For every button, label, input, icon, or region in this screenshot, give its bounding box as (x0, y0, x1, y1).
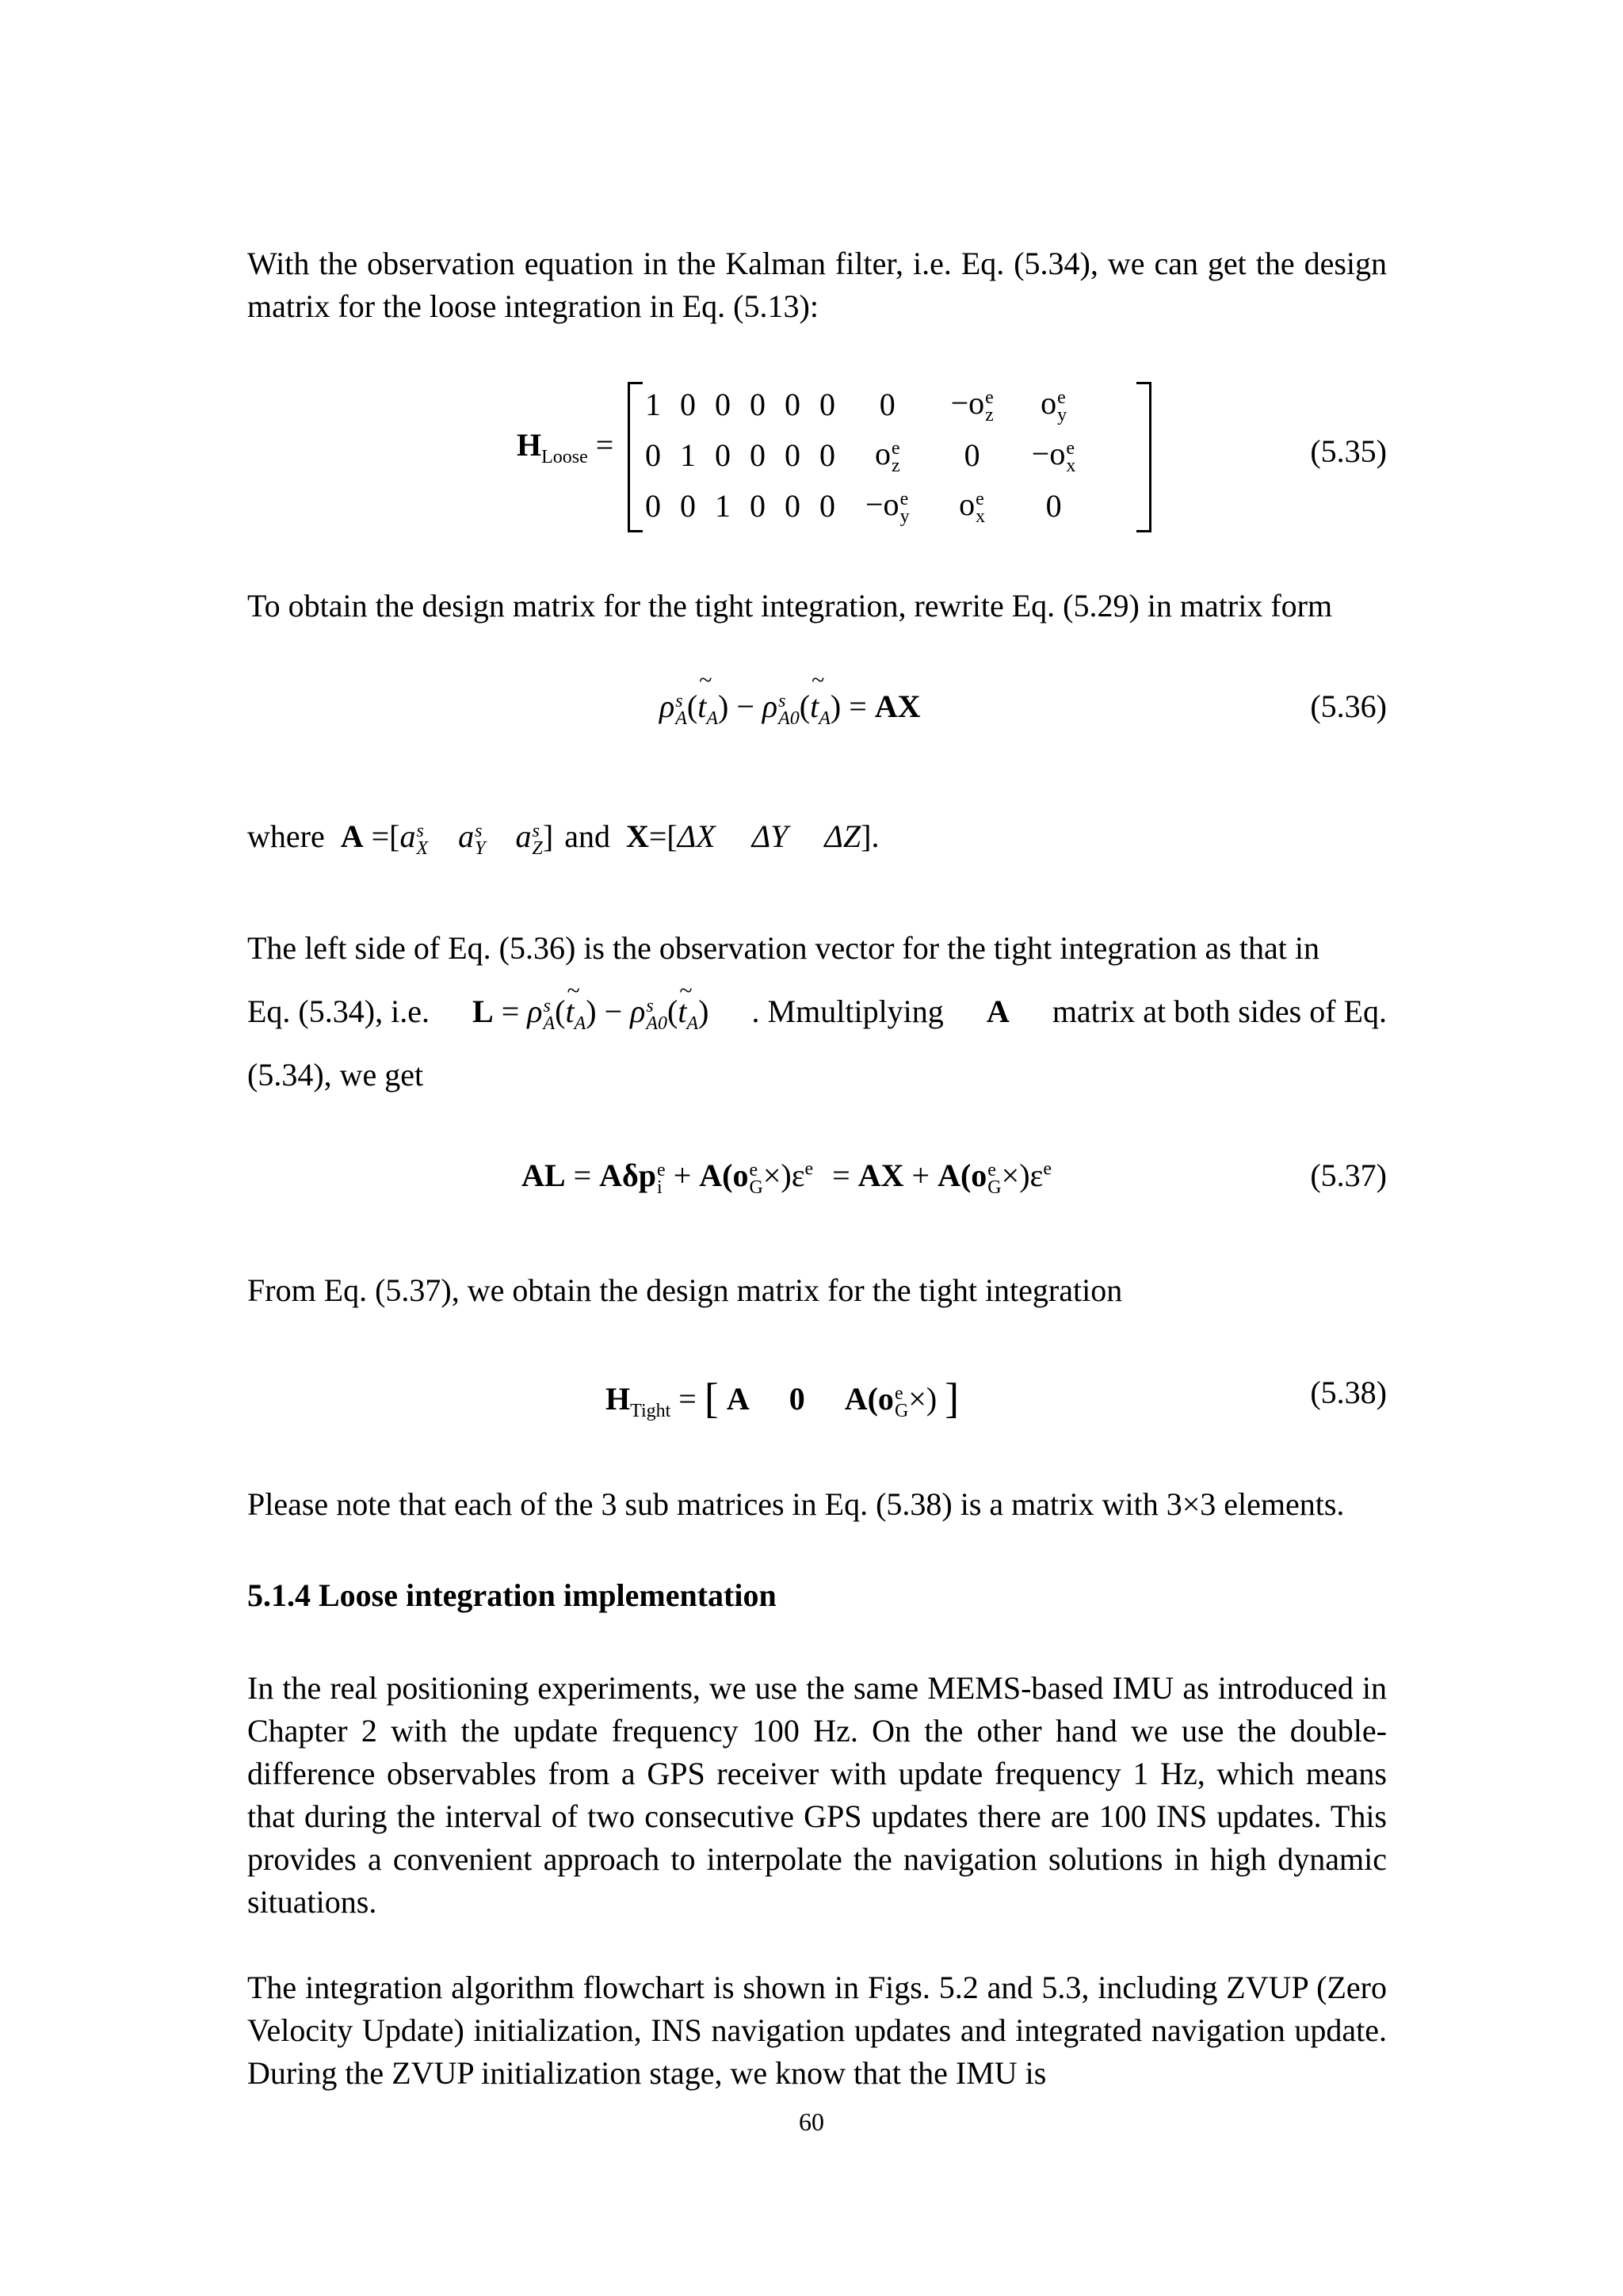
paragraph-design-matrix-tight: From Eq. (5.37), we obtain the design matrix for the tight integration (247, 1272, 1123, 1308)
page-number: 60 (799, 2107, 824, 2136)
equation-5-35 (247, 372, 1387, 547)
matrix-row: 0 0 1 0 0 0 −o e y o e x 0 (645, 486, 1062, 527)
equation-body: ρ s A (~ $t_A) - \rho$ s A0 (~ $t_A$) = AX (659, 688, 921, 727)
equation-5-37 (247, 1157, 1387, 1204)
equation-number: (5.35) (1310, 433, 1387, 469)
where-definition: where A =[a s X a s Y a s Z ] and X=[ΔX ΔY ΔZ]. (247, 818, 880, 859)
equation-body: AL = Aδp e i + A(o e G $\times)\varepsilon^e$ = AX + A(o e G $\times)\varepsilon^e$ (521, 1158, 1052, 1198)
paragraph-experiments: In the real positioning experiments, we use the same MEMS-based IMU as introduced in Chapter 2 with the update frequency 100 Hz. On the other hand we use the double-difference observables from a GPS receiver with update frequency 1 Hz, which means that during the interval of two consecutive GPS updates there are 100 INS updates. This provides a convenient approach to interpolate the navigation solutions in high dynamic situations. (247, 1670, 1387, 1920)
paragraph-line: Eq. (5.34), i.e. L = ρ s A (~ $t_A) - \rho$ s A0 (~ $t_A$) . Mmultiplying A matrix at both sides of Eq. (247, 990, 1387, 1054)
matrix-row: 1 0 0 0 0 0 0 −o e z o e y (645, 385, 1067, 425)
equation-number: (5.36) (1310, 688, 1387, 724)
h-loose-label: $H_{Loose}$ = (517, 427, 614, 467)
equation-number: (5.38) (1310, 1375, 1387, 1410)
paragraph-observation-vector: The left side of Eq. (5.36) is the observation vector for the tight integration as that in Eq. (5.34), i.e. L = ρ s A (~ $t_A) - \rho$ s A0 (~ $t_A$) . Mmultiplying A matrix at both sides of Eq. (5.34), we get (247, 927, 1387, 1097)
matrix-row: 0 1 0 0 0 0 o e z 0 −o e x (645, 436, 1076, 476)
equation-5-36 (247, 688, 1387, 735)
paragraph-flowchart: The integration algorithm flowchart is shown in Figs. 5.2 and 5.3, including ZVUP (Zero Velocity Update) initialization, INS navigation updates and integrated navigation update. During the ZVUP initialization stage, we know that the IMU is (247, 1970, 1387, 2091)
equation-5-38 (247, 1374, 1387, 1421)
loose-design-matrix (636, 379, 1093, 531)
equation-number: (5.37) (1310, 1158, 1387, 1193)
paragraph-intro: With the observation equation in the Kalman filter, i.e. Eq. (5.34), we can get the design matrix for the loose integration in Eq. (5.13): (247, 246, 1387, 324)
section-heading: 5.1.4 Loose integration implementation (247, 1577, 777, 1613)
matrix-right-bracket (1136, 382, 1151, 532)
paragraph-tight-intro: To obtain the design matrix for the tight integration, rewrite Eq. (5.29) in matrix form (247, 588, 1333, 624)
paragraph-sub-matrices: Please note that each of the 3 sub matrices in Eq. (5.38) is a matrix with 3×3 elements. (247, 1486, 1345, 1522)
equation-body: $H_{Tight}$ = [ A 0 A(o e G ×) ] (605, 1375, 960, 1422)
